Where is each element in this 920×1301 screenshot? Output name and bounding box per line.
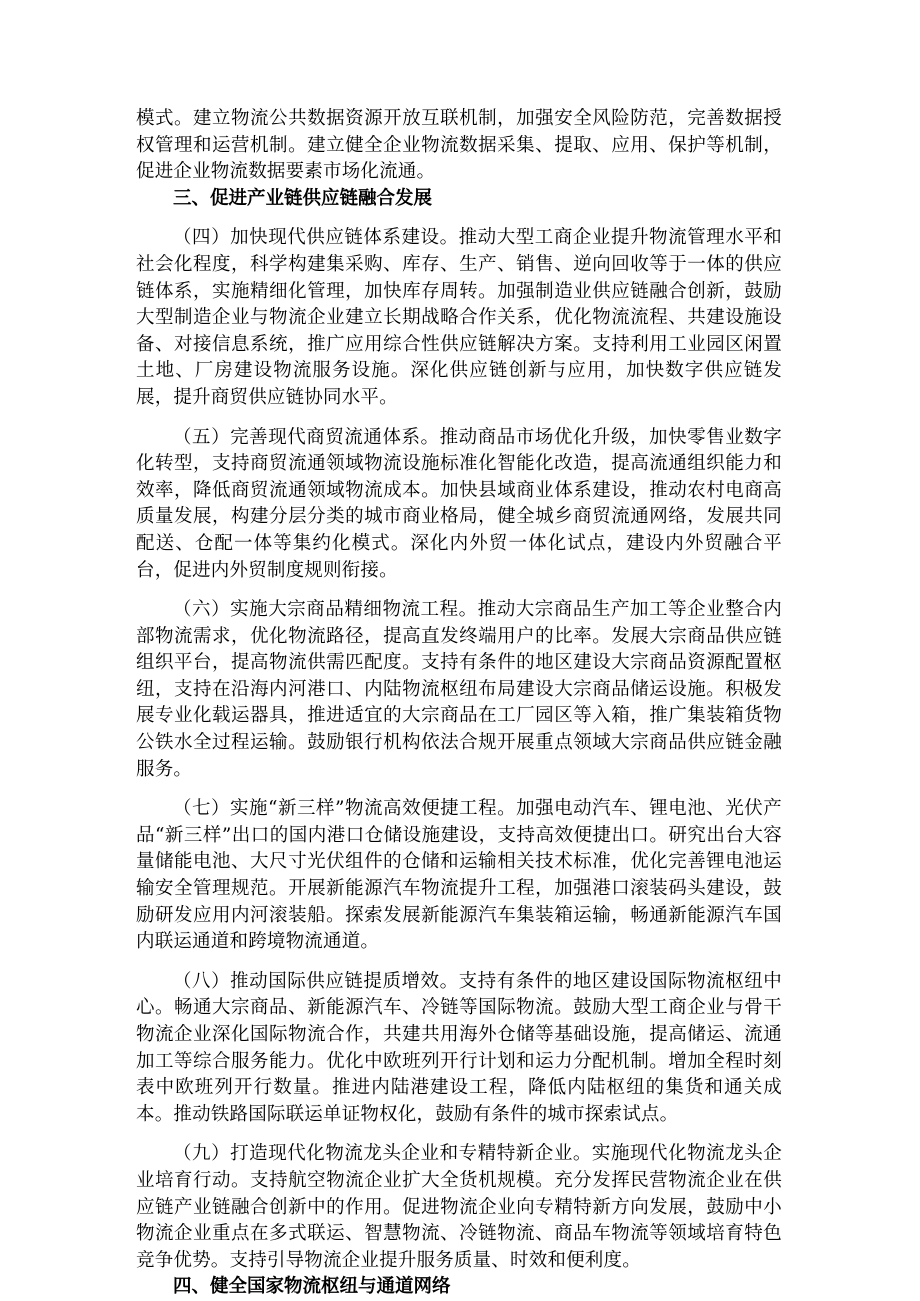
- paragraph-four: （四）加快现代供应链体系建设。推动大型工商企业提升物流管理水平和社会化程度，科学构建集采购、库存、生产、销售、逆向回收等于一体的供应链体系，实施精细化管理，加快库存周转。加强制造业供应链融合创新，鼓励大型制造企业与物流企业建立长期战略合作关系，优化物流流程、共建设施设备、对接信息系统，推广应用综合性供应链解决方案。支持利用工业园区闲置土地、厂房建设物流服务设施。深化供应链创新与应用，加快数字供应链发展，提升商贸供应链协同水平。: [136, 227, 782, 408]
- paragraph-seven: （七）实施“新三样”物流高效便捷工程。加强电动汽车、锂电池、光伏产品“新三样”出口的国内港口仓储设施建设，支持高效便捷出口。研究出台大容量储能电池、大尺寸光伏组件的仓储和运输相关技术标准，优化完善锂电池运输安全管理规范。开展新能源汽车物流提升工程，加强港口滚装码头建设，鼓励研发应用内河滚装船。探索发展新能源汽车集装箱运输，畅通新能源汽车国内联运通道和跨境物流通道。: [136, 798, 782, 953]
- intro-paragraph: 模式。建立物流公共数据资源开放互联机制，加强安全风险防范，完善数据授权管理和运营机制。建立健全企业物流数据采集、提取、应用、保护等机制，促进企业物流数据要素市场化流通。: [136, 108, 782, 183]
- paragraph-six: （六）实施大宗商品精细物流工程。推动大宗商品生产加工等企业整合内部物流需求，优化物流路径，提高直发终端用户的比率。发展大宗商品供应链组织平台，提高物流供需匹配度。支持有条件的地区建设大宗商品资源配置枢纽，支持在沿海内河港口、内陆物流枢纽布局建设大宗商品储运设施。积极发展专业化载运器具，推进适宜的大宗商品在工厂园区等入箱，推广集装箱货物公铁水全过程运输。鼓励银行机构依法合规开展重点领域大宗商品供应链金融服务。: [136, 599, 782, 780]
- document-page: [136, 106, 782, 1301]
- paragraph-eight: （八）推动国际供应链提质增效。支持有条件的地区建设国际物流枢纽中心。畅通大宗商品、新能源汽车、冷链等国际物流。鼓励大型工商企业与骨干物流企业深化国际物流合作，共建共用海外仓储等基础设施，提高储运、流通加工等综合服务能力。优化中欧班列开行计划和运力分配机制。增加全程时刻表中欧班列开行数量。推进内陆港建设工程，降低内陆枢纽的集货和通关成本。推动铁路国际联运单证物权化，鼓励有条件的城市探索试点。: [136, 970, 782, 1125]
- section-three-heading: 三、促进产业链供应链融合发展: [173, 187, 433, 209]
- section-four-heading: 四、健全国家物流枢纽与通道网络: [173, 1276, 451, 1298]
- paragraph-five: （五）完善现代商贸流通体系。推动商品市场优化升级，加快零售业数字化转型，支持商贸流通领域物流设施标准化智能化改造，提高流通组织能力和效率，降低商贸流通领域物流成本。加快县域商业体系建设，推动农村电商高质量发展，构建分层分类的城市商业格局，健全城乡商贸流通网络，发展共同配送、仓配一体等集约化模式。深化内外贸一体化试点，建设内外贸融合平台，促进内外贸制度规则衔接。: [136, 426, 782, 581]
- paragraph-nine: （九）打造现代化物流龙头企业和专精特新企业。实施现代化物流龙头企业培育行动。支持航空物流企业扩大全货机规模。充分发挥民营物流企业在供应链产业链融合创新中的作用。促进物流企业向专精特新方向发展，鼓励中小物流企业重点在多式联运、智慧物流、冷链物流、商品车物流等领域培育特色竞争优势。支持引导物流企业提升服务质量、时效和便利度。: [136, 1143, 782, 1271]
